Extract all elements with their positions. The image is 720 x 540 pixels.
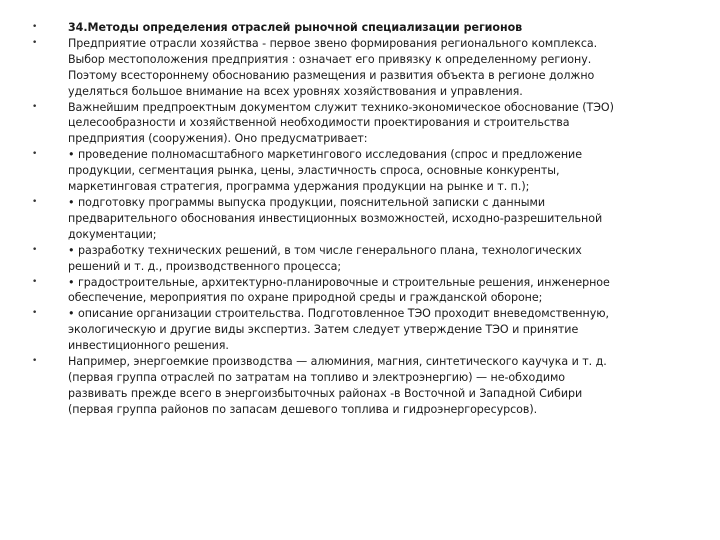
text-line: (первая группа отраслей по затратам на топливо и электроэнергию) — не-обходимо [68,370,566,384]
text-line: • описание организации строительства. Подготовленное ТЭО проходит вневедомственную, [68,307,609,321]
bullet-marker: • [32,22,38,32]
text-line: экологическую и другие виды экспертиз. Затем следует утверждение ТЭО и принятие [68,323,579,337]
list-item [32,100,680,148]
text-line: Предприятие отрасли хозяйства - первое звено формирования регионального комплекса. [68,36,598,50]
text-line: • разработку технических решений, в том числе генерального плана, технологических [68,243,582,257]
text-line: решений и т. д., производственного процесса; [68,259,342,273]
text-line: Например, энергоемкие производства — алюминия, магния, синтетического каучука и т. д. [68,355,607,369]
bullet-marker: • [32,37,38,48]
heading-text: 34.Методы определения отраслей рыночной специализации регионов [68,21,523,34]
bullet-marker: • [32,308,38,319]
bullet-marker: • [32,101,38,112]
list-item [32,36,680,100]
text-line: Важнейшим предпроектным документом служит технико-экономическое обоснование (ТЭО) [68,100,614,114]
text-line: уделяться большое внимание на всех уровнях хозяйствования и управления. [68,84,523,98]
bullet-marker: • [32,356,38,367]
text-line: обеспечение, мероприятия по охране природной среды и гражданской обороне; [68,291,543,305]
text-line: продукции, сегментация рынка, цены, эластичность спроса, основные конкуренты, [68,164,560,178]
list-item [32,147,680,195]
text-line: развивать прежде всего в энергоизбыточных районах -в Восточной и Западной Сибири [68,386,583,400]
list-item [32,275,680,307]
text-line: (первая группа районов по запасам дешевого топлива и гидроэнергоресурсов). [68,402,538,416]
bullet-marker: • [32,276,38,287]
text-line: предварительного обоснования инвестиционных возможностей, исходно-разрешительной [68,211,603,225]
text-line: Выбор местоположения предприятия : означает его привязку к определенному региону. [68,52,592,66]
bullet-marker: • [32,149,38,160]
text-line: целесообразности и хозяйственной необходимости проектирования и строительства [68,116,570,130]
bullet-list [32,20,680,418]
list-item [32,243,680,275]
list-item [32,306,680,354]
list-item [32,354,680,418]
text-line: • градостроительные, архитектурно-планировочные и строительные решения, инженерное [68,275,610,289]
text-line: Поэтому всестороннему обоснованию размещения и развития объекта в регионе должно [68,68,595,82]
text-line: инвестиционного решения. [68,339,229,353]
text-line: • подготовку программы выпуска продукции, пояснительной записки с данными [68,195,545,209]
text-line: предприятия (сооружения). Оно предусматривает: [68,132,368,146]
bullet-marker: • [32,196,38,207]
text-line: маркетинговая стратегия, программа удержания продукции на рынке и т. п.); [68,180,530,194]
bullet-marker: • [32,244,38,255]
list-item-heading [32,20,680,36]
text-line: • проведение полномасштабного маркетингового исследования (спрос и предложение [68,148,582,162]
text-line: документации; [68,227,157,241]
list-item [32,195,680,243]
